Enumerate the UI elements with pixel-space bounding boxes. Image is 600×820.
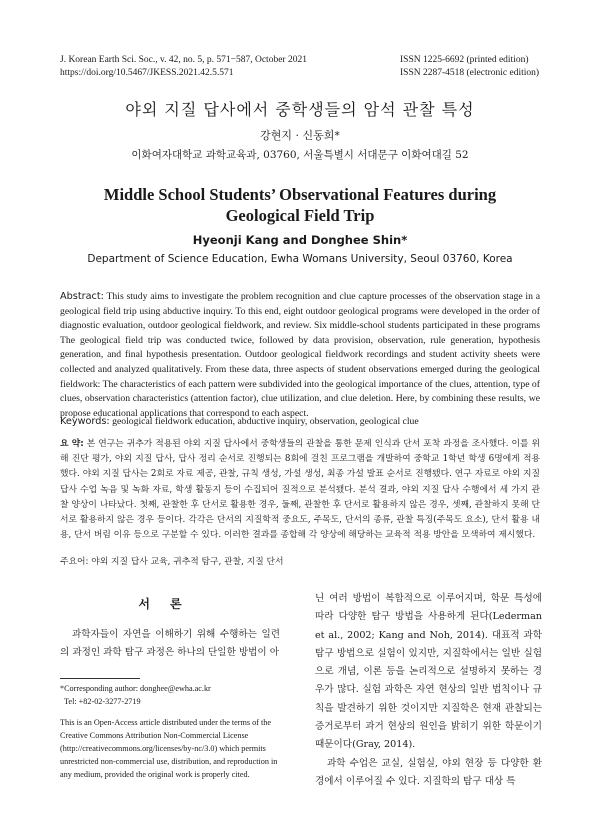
- footnote-divider: [60, 678, 140, 679]
- intro-right-para1: 닌 여러 방법이 복합적으로 이루어지며, 학문 특성에 따라 다양한 탐구 방법을 사용하게 된다(Lederman et al., 2002; Kang and Noh, 2014). 대표적 과학 탐구 방법으로 실험이 있지만, 지질학에서는 일반 실험으로 개념, 이론 등을 논리적으로 설명하지 못하는 경우가 많다. 실험 과학은 자연 현상의 일반 법칙이나 규칙을 발견하기 위한 것이지만 지질학은 현재 관찰되는 증거로부터 과거 현상의 원인을 밝히기 위한 학문이기 때문이다(Gray, 2014).: [315, 593, 542, 751]
- abstract: [60, 290, 540, 421]
- intro-right-para2: 과학 수업은 교실, 실험실, 야외 현장 등 다양한 환경에서 이루어질 수 있다. 지질학의 탐구 대상 특: [315, 757, 542, 787]
- journal-citation: [60, 54, 307, 80]
- intro-left-text: 과학자들이 자연을 이해하기 위해 수행하는 일련의 과정인 과학 탐구 과정은 하나의 단일한 방법이 아: [60, 629, 280, 659]
- keywords-text: geological fieldwork education, abductive inquiry, observation, geological clue: [109, 416, 419, 427]
- corresponding-email[interactable]: *Corresponding author: donghee@ewha.ac.kr: [60, 684, 211, 693]
- abstract-label: Abstract:: [60, 291, 104, 302]
- section-title-introduction: 서론: [138, 597, 202, 611]
- issn-print: ISSN 1225-6692 (printed edition): [400, 55, 529, 65]
- korean-affiliation: 이화여자대학교 과학교육과, 03760, 서울특별시 서대문구 이화여대길 52: [131, 149, 469, 161]
- korean-title: 야외 지질 답사에서 중학생들의 암석 관찰 특성: [125, 100, 475, 119]
- journal-line: J. Korean Earth Sci. Soc., v. 42, no. 5, p. 571−587, October 2021: [60, 55, 307, 65]
- korean-abstract: [60, 437, 540, 543]
- intro-left-paragraph: [60, 626, 280, 663]
- license-note: This is an Open-Access article distributed under the terms of the Creative Commons Attribution Non-Commercial License (http://creativecommons.org/licenses/by-nc/3.0) which permits unrestricted non-commercial use, distribution, and reproduction in any medium, provided the original work is properly cited.: [60, 718, 278, 779]
- english-authors: Hyeonji Kang and Donghee Shin*: [192, 233, 408, 247]
- english-title-line2: Geological Field Trip: [225, 206, 375, 225]
- korean-keywords: [60, 554, 540, 567]
- korean-keywords-label: 주요어:: [60, 557, 89, 567]
- korean-abstract-text: 본 연구는 귀추가 적용된 야외 지질 답사에서 중학생들의 관찰을 통한 문제 인식과 단서 포착 과정을 조사했다. 이를 위해 진단 평가, 야외 지질 답사, 답사 정리 순서로 진행되는 8회에 걸친 프로그램을 개발하여 중학교 1학년 학생 6명에게 적용했다. 야외 지질 답사는 2회로 자료 제공, 관찰, 규칙 생성, 가설 생성, 최종 가설 발표 순서로 진행됐다. 연구 자료로 야외 지질 답사 수업 녹음 및 녹화 자료, 학생 활동지 등이 수집되어 질적으로 분석됐다. 분석 결과, 야외 지질 답사 수행에서 세 가지 관찰 양상이 나타났다. 첫째, 관찰한 후 단서로 활용한 경우, 둘째, 관찰한 후 단서로 활용하지 않은 경우, 셋째, 관찰하지 못해 단서로 활용하지 않은 경우 등이다. 각각은 단서의 지질학적 중요도, 주목도, 단서의 종류, 관찰 특징(주목도 요소), 단서 활용 내용, 단서 버림 이유 등으로 구분할 수 있다. 이러한 결과를 종합해 각 양상에 해당하는 교육적 적용 방안을 모색하여 제시했다.: [60, 439, 540, 541]
- keywords: [60, 416, 540, 427]
- english-title: [0, 184, 600, 226]
- keywords-label: Keywords:: [60, 416, 110, 427]
- korean-keywords-text: 야외 지질 답사 교육, 귀추적 탐구, 관찰, 지질 단서: [88, 557, 284, 567]
- korean-abstract-label: 요 약:: [60, 439, 84, 449]
- english-affiliation: Department of Science Education, Ewha Womans University, Seoul 03760, Korea: [87, 253, 513, 265]
- korean-authors: 강현지 · 신동희*: [260, 129, 340, 142]
- doi-link[interactable]: https://doi.org/10.5467/JKESS.2021.42.5.571: [60, 68, 234, 78]
- issn-block: [400, 54, 539, 80]
- intro-right-column: [315, 590, 542, 791]
- corresponding-tel: Tel: +82-02-3277-2719: [64, 697, 141, 706]
- corresponding-author: [60, 682, 300, 708]
- issn-electronic: ISSN 2287-4518 (electronic edition): [400, 68, 540, 78]
- abstract-text: This study aims to investigate the problem recognition and clue capture processes of the observation stage in a geological field trip using abductive inquiry. To this end, eight outdoor geological programs were developed in the order of diagnostic evaluation, outdoor geological fieldwork, and review. Six middle-school students participated in these programs The geological field trip was conducted twice, followed by data provision, observation, rule generation, hypothesis generation, and final hypothesis presentation. Outdoor geological fieldwork recordings and student activity sheets were collected and analyzed qualitatively. From these data, three aspects of student observations emerged during the geological fieldwork: The characteristics of each pattern were subdivided into the geological importance of the clues, attention, type of clues, observation characteristics (attention factor), clue utilization, and clue deletion. Here, by combining these results, we propose educational applications that correspond to each aspect.: [60, 291, 540, 419]
- english-title-line1: Middle School Students’ Observational Features during: [103, 185, 497, 204]
